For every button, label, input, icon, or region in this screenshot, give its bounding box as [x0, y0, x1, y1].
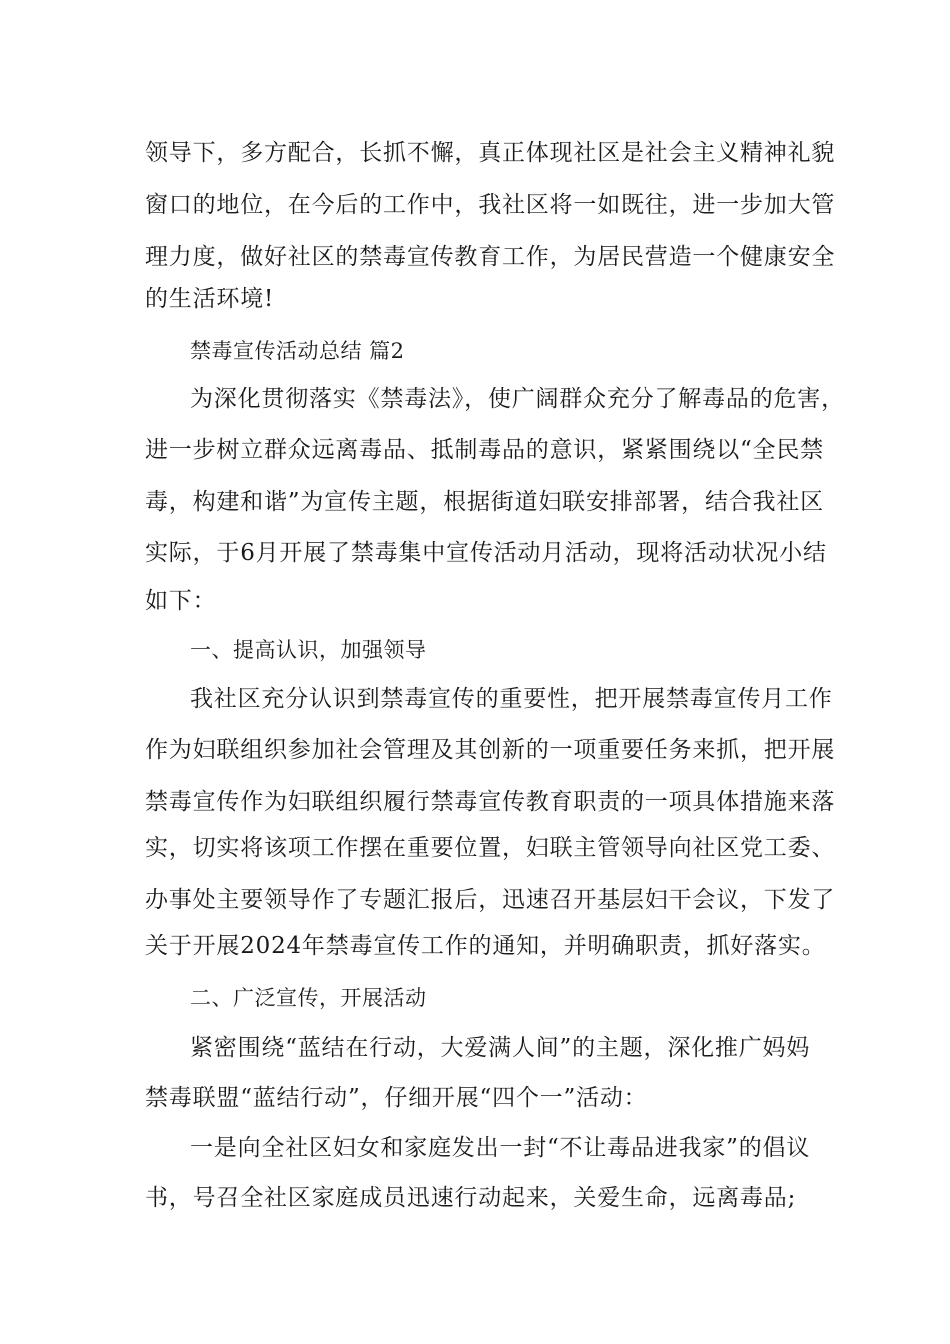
- paragraph-line: 办事处主要领导作了专题汇报后，迅速召开基层妇干会议，下发了: [145, 887, 836, 913]
- paragraph-line: 禁毒宣传作为妇联组织履行禁毒宣传教育职责的一项具体措施来落: [145, 789, 836, 815]
- section-heading: 一、提高认识，加强领导: [190, 638, 427, 662]
- paragraph-line: 如下：: [145, 588, 217, 614]
- paragraph-line: 实，切实将该项工作摆在重要位置，妇联主管领导向社区党工委、: [145, 835, 836, 861]
- paragraph-line: 实际，于6月开展了禁毒集中宣传活动月活动，现将活动状况小结: [145, 540, 827, 566]
- paragraph-line: 我社区充分认识到禁毒宣传的重要性，把开展禁毒宣传月工作: [190, 686, 833, 712]
- paragraph-line: 理力度，做好社区的禁毒宣传教育工作，为居民营造一个健康安全: [145, 244, 836, 270]
- paragraph-line: 关于开展2024年禁毒宣传工作的通知，并明确职责，抓好落实。: [145, 933, 826, 959]
- paragraph-line: 的生活环境!: [145, 286, 275, 312]
- paragraph-line: 紧密围绕“蓝结在行动，大爱满人间”的主题，深化推广妈妈: [190, 1035, 811, 1061]
- paragraph-line: 一是向全社区妇女和家庭发出一封“不让毒品进我家”的倡议: [190, 1135, 811, 1161]
- paragraph-line: 书，号召全社区家庭成员迅速行动起来，关爱生命，远离毒品;: [145, 1185, 797, 1211]
- paragraph-line: 进一步树立群众远离毒品、抵制毒品的意识，紧紧围绕以“全民禁: [145, 437, 824, 463]
- paragraph-line: 禁毒联盟“蓝结行动”，仔细开展“四个一”活动：: [145, 1085, 648, 1111]
- paragraph-line: 毒，构建和谐”为宣传主题，根据街道妇联安排部署，结合我社区: [145, 489, 824, 515]
- paragraph-line: 领导下，多方配合，长抓不懈，真正体现社区是社会主义精神礼貌: [145, 140, 836, 166]
- paragraph-line: 窗口的地位，在今后的工作中，我社区将一如既往，进一步加大管: [145, 192, 836, 218]
- section-title: 禁毒宣传活动总结 篇2: [190, 339, 405, 363]
- section-heading: 二、广泛宣传，开展活动: [190, 986, 427, 1010]
- paragraph-line: 作为妇联组织参加社会管理及其创新的一项重要任务来抓，把开展: [145, 737, 836, 763]
- paragraph-line: 为深化贯彻落实《禁毒法》，使广阔群众充分了解毒品的危害，: [190, 386, 845, 412]
